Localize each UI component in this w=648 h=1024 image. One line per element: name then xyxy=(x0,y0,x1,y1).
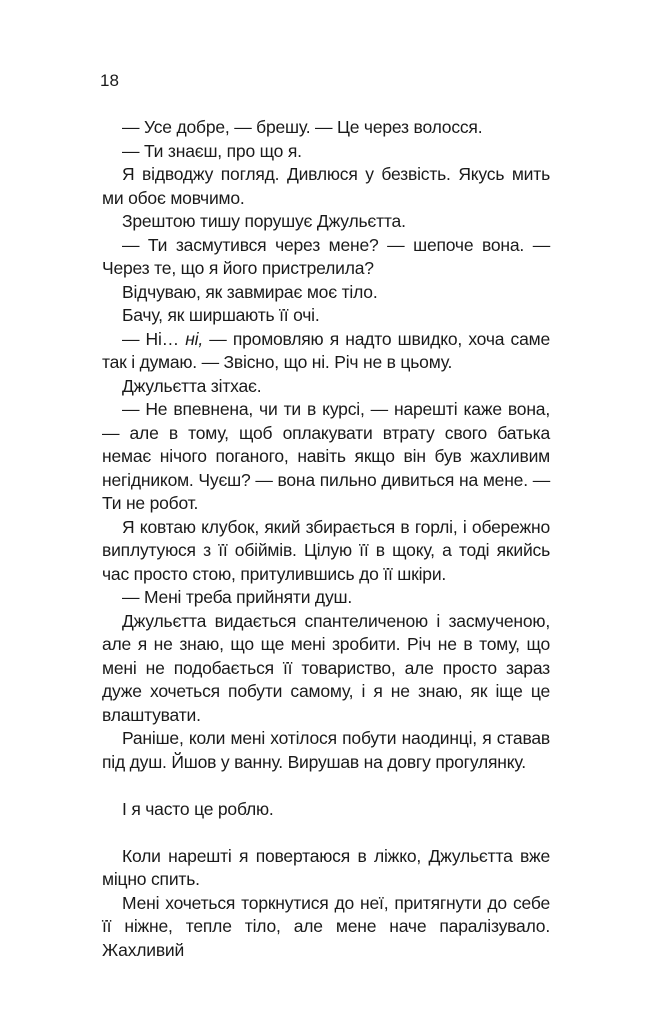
paragraph: Мені хочеться торкнутися до неї, притягнути до себе її ніжне, тепле тіло, але мене наче паралізувало. Жахливий xyxy=(102,892,550,960)
paragraph: — Мені треба прийняти душ. xyxy=(122,587,352,607)
paragraph: Зрештою тишу порушує Джульєтта. xyxy=(122,211,406,231)
paragraph: Джульєтта видається спантеличеною і засмученою, але я не знаю, що ще мені зробити. Річ не в тому, що мені не подобається її товариство, але просто зараз дуже хочеться побути самому, і я не знаю, як іще це влаштувати. xyxy=(102,610,550,725)
paragraph: Відчуваю, як завмирає моє тіло. xyxy=(122,281,378,302)
paragraph: — Усе добре, — брешу. — Це через волосся. xyxy=(122,117,483,137)
section-gap xyxy=(102,821,550,845)
paragraph: Я відводжу погляд. Дивлюся у безвість. Якусь мить ми обоє мовчимо. xyxy=(102,164,550,208)
paragraph: Раніше, коли мені хотілося побути наодинці, я ставав під душ. Йшов у ванну. Вирушав на довгу прогулянку. xyxy=(102,728,550,772)
body-text xyxy=(102,116,550,962)
paragraph: Коли нарешті я повертаюся в ліжко, Джульєтта вже міцно спить. xyxy=(102,845,550,889)
emphasis-text: ні, xyxy=(185,328,204,349)
paragraph: Джульєтта зітхає. xyxy=(122,375,262,396)
paragraph: — Ти знаєш, про що я. xyxy=(122,140,302,161)
paragraph-text: — промовляю я надто швидко, хоча саме так і думаю. — Звісно, що ні. Річ не в цьому. xyxy=(102,328,550,372)
paragraph: І я часто це роблю. xyxy=(122,798,274,819)
paragraph: — Ти засмутився через мене? — шепоче вона. — Через те, що я його пристрелила? xyxy=(102,234,550,278)
paragraph: Бачу, як ширшають її очі. xyxy=(122,305,320,325)
paragraph: — Не впевнена, чи ти в курсі, — нарешті каже вона, — але в тому, щоб оплакувати втрату свого батька немає нічого поганого, навіть якщо він був жахливим негідником. Чуєш? — вона пильно дивиться на мене. — Ти не робот. xyxy=(102,399,550,513)
paragraph: Я ковтаю клубок, який збирається в горлі, і обережно виплутуюся з її обіймів. Цілую її в щоку, а тоді якийсь час просто стою, притулившись до її шкіри. xyxy=(102,516,550,584)
paragraph xyxy=(102,328,550,375)
paragraph-text: — Ні… xyxy=(122,328,186,349)
section-gap xyxy=(102,774,550,798)
page-number: 18 xyxy=(100,71,119,90)
